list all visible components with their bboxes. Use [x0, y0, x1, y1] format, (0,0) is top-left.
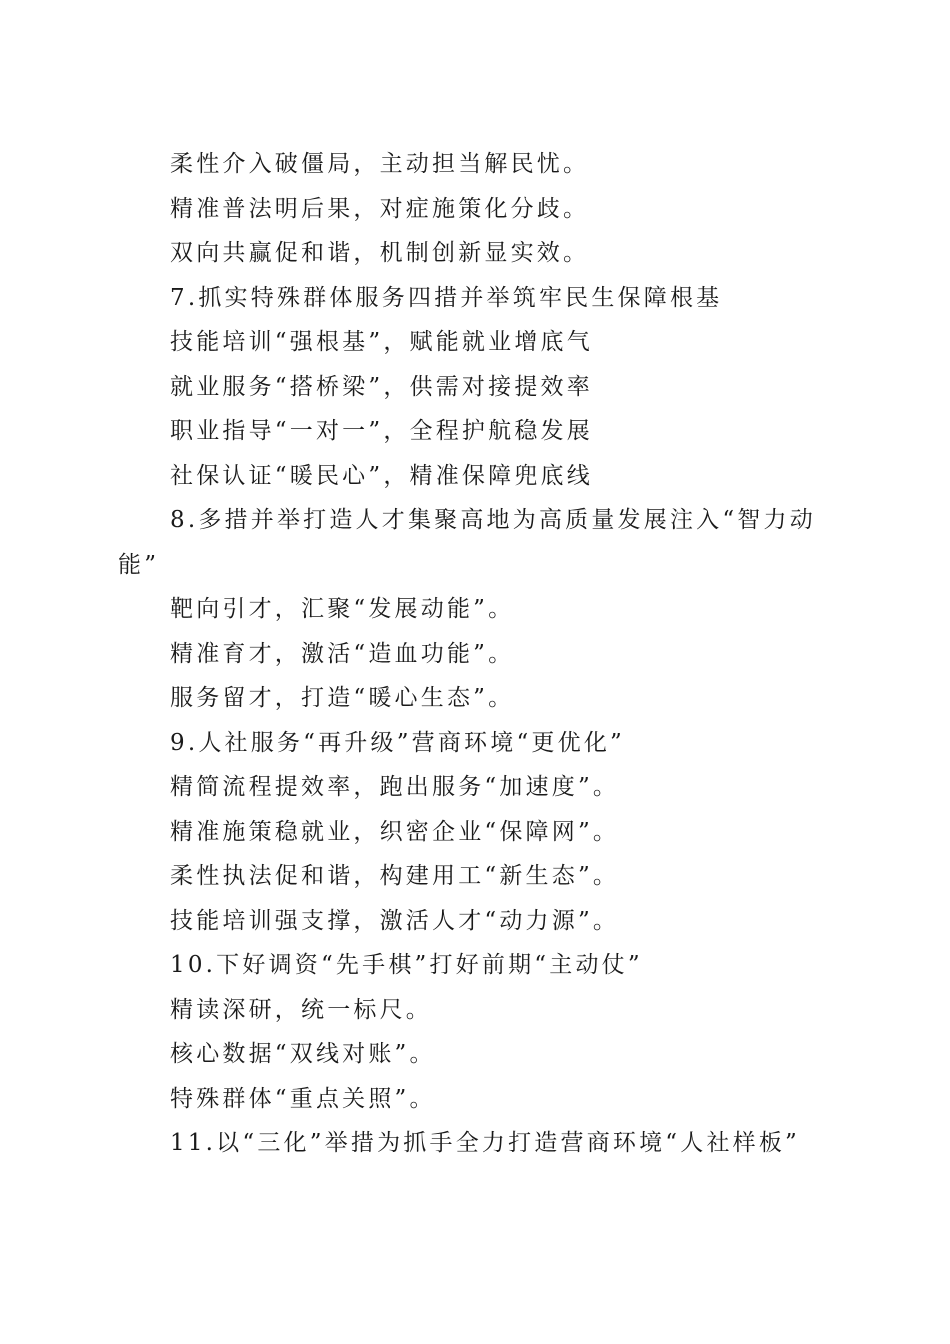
text-line: 服务留才，打造“暖心生态”。: [170, 685, 515, 711]
section-heading: 8.多措并举打造人才集聚高地为高质量发展注入“智力动能”: [118, 507, 816, 578]
text-line: 就业服务“搭桥梁”，供需对接提效率: [170, 373, 593, 400]
text-line: 职业指导“一对一”，全程护航稳发展: [170, 418, 593, 444]
text-line: 精准育才，激活“造血功能”。: [170, 640, 515, 667]
section-heading: 10.下好调资“先手棋”打好前期“主动仗”: [170, 952, 643, 978]
text-line: 柔性执法促和谐，构建用工“新生态”。: [170, 863, 620, 889]
text-line: 特殊群体“重点关照”。: [170, 1085, 436, 1112]
text-line: 双向共赢促和谐，机制创新显实效。: [170, 240, 590, 266]
text-line: 精准施策稳就业，织密企业“保障网”。: [170, 818, 620, 845]
text-line: 靶向引才，汇聚“发展动能”。: [170, 596, 515, 622]
text-line: 社保认证“暖民心”，精准保障兜底线: [170, 462, 593, 489]
text-line: 核心数据“双线对账”。: [170, 1041, 436, 1067]
text-line: 精读深研，统一标尺。: [170, 996, 432, 1023]
section-heading: 11.以“三化”举措为抓手全力打造营商环境“人社样板”: [170, 1130, 801, 1156]
text-line: 技能培训强支撑，激活人才“动力源”。: [170, 907, 620, 934]
section-heading: 9.人社服务“再升级”营商环境“更优化”: [170, 729, 625, 756]
document-body: [118, 142, 830, 1166]
text-line: 技能培训“强根基”，赋能就业增底气: [170, 329, 593, 355]
text-line: 精准普法明后果，对症施策化分歧。: [170, 195, 590, 222]
text-line: 柔性介入破僵局，主动担当解民忧。: [170, 151, 590, 177]
text-line: 精简流程提效率，跑出服务“加速度”。: [170, 774, 620, 800]
section-heading: 7.抓实特殊群体服务四措并举筑牢民生保障根基: [170, 284, 723, 311]
